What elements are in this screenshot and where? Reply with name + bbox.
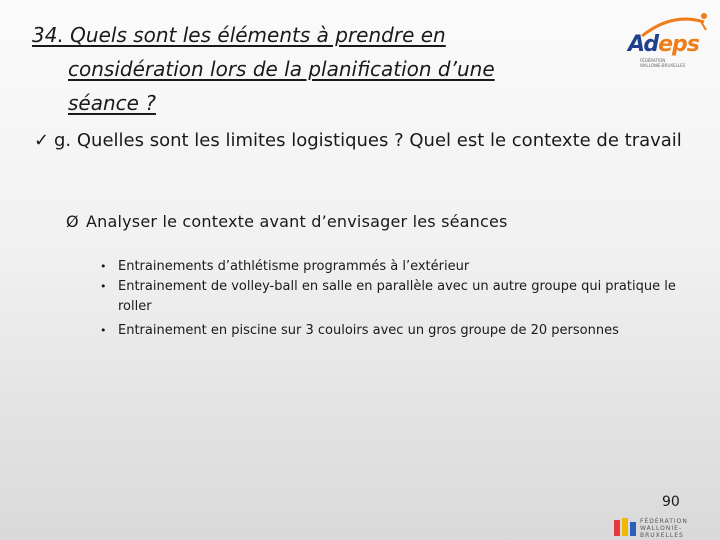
bullet-icon: • (100, 260, 107, 273)
federation-text-line-1: FÉDÉRATION (640, 518, 688, 525)
logo-subtitle (640, 58, 685, 68)
adeps-logo (622, 6, 714, 76)
list-item-text: Entrainements d’athlétisme programmés à l’extérieur (118, 259, 470, 274)
slide-title (32, 18, 592, 120)
title-line-1: 34. Quels sont les éléments à prendre en (32, 23, 446, 47)
list-item (100, 277, 700, 317)
logo-word-blue: Ad (628, 32, 659, 57)
federation-logo-text (640, 518, 716, 539)
federation-logo (612, 514, 716, 540)
checkmark-item-text: g. Quelles sont les limites logistiques ? Quel est le contexte de travail (54, 130, 682, 151)
federation-text-line-2: WALLONIE-BRUXELLES (640, 525, 684, 539)
list-item-text: Entrainement de volley-ball en salle en parallèle avec un autre groupe qui pratique le roller (118, 279, 676, 314)
bullet-icon: • (100, 280, 107, 293)
page-number: 90 (662, 494, 680, 510)
list-item-text: Entrainement en piscine sur 3 couloirs avec un gros groupe de 20 personnes (118, 323, 619, 338)
checkmark-icon: ✓ (34, 130, 50, 151)
list-item (100, 257, 700, 277)
arrow-bullet-icon: Ø (66, 212, 79, 231)
bullet-list (100, 257, 700, 341)
title-line-2: considération lors de la planification d’une (68, 57, 495, 81)
arrow-item (66, 210, 508, 234)
logo-subtitle-line-1: FÉDÉRATION (640, 58, 666, 63)
list-item (100, 321, 700, 341)
logo-subtitle-line-2: WALLONIE-BRUXELLES (640, 63, 686, 68)
logo-wordmark (628, 32, 699, 57)
bullet-icon: • (100, 324, 107, 337)
title-line-3: séance ? (68, 91, 156, 115)
checkmark-item (34, 128, 694, 154)
logo-word-orange: eps (658, 32, 699, 57)
arrow-item-text: Analyser le contexte avant d’envisager les séances (86, 212, 508, 231)
federation-emblem-icon (612, 514, 638, 540)
